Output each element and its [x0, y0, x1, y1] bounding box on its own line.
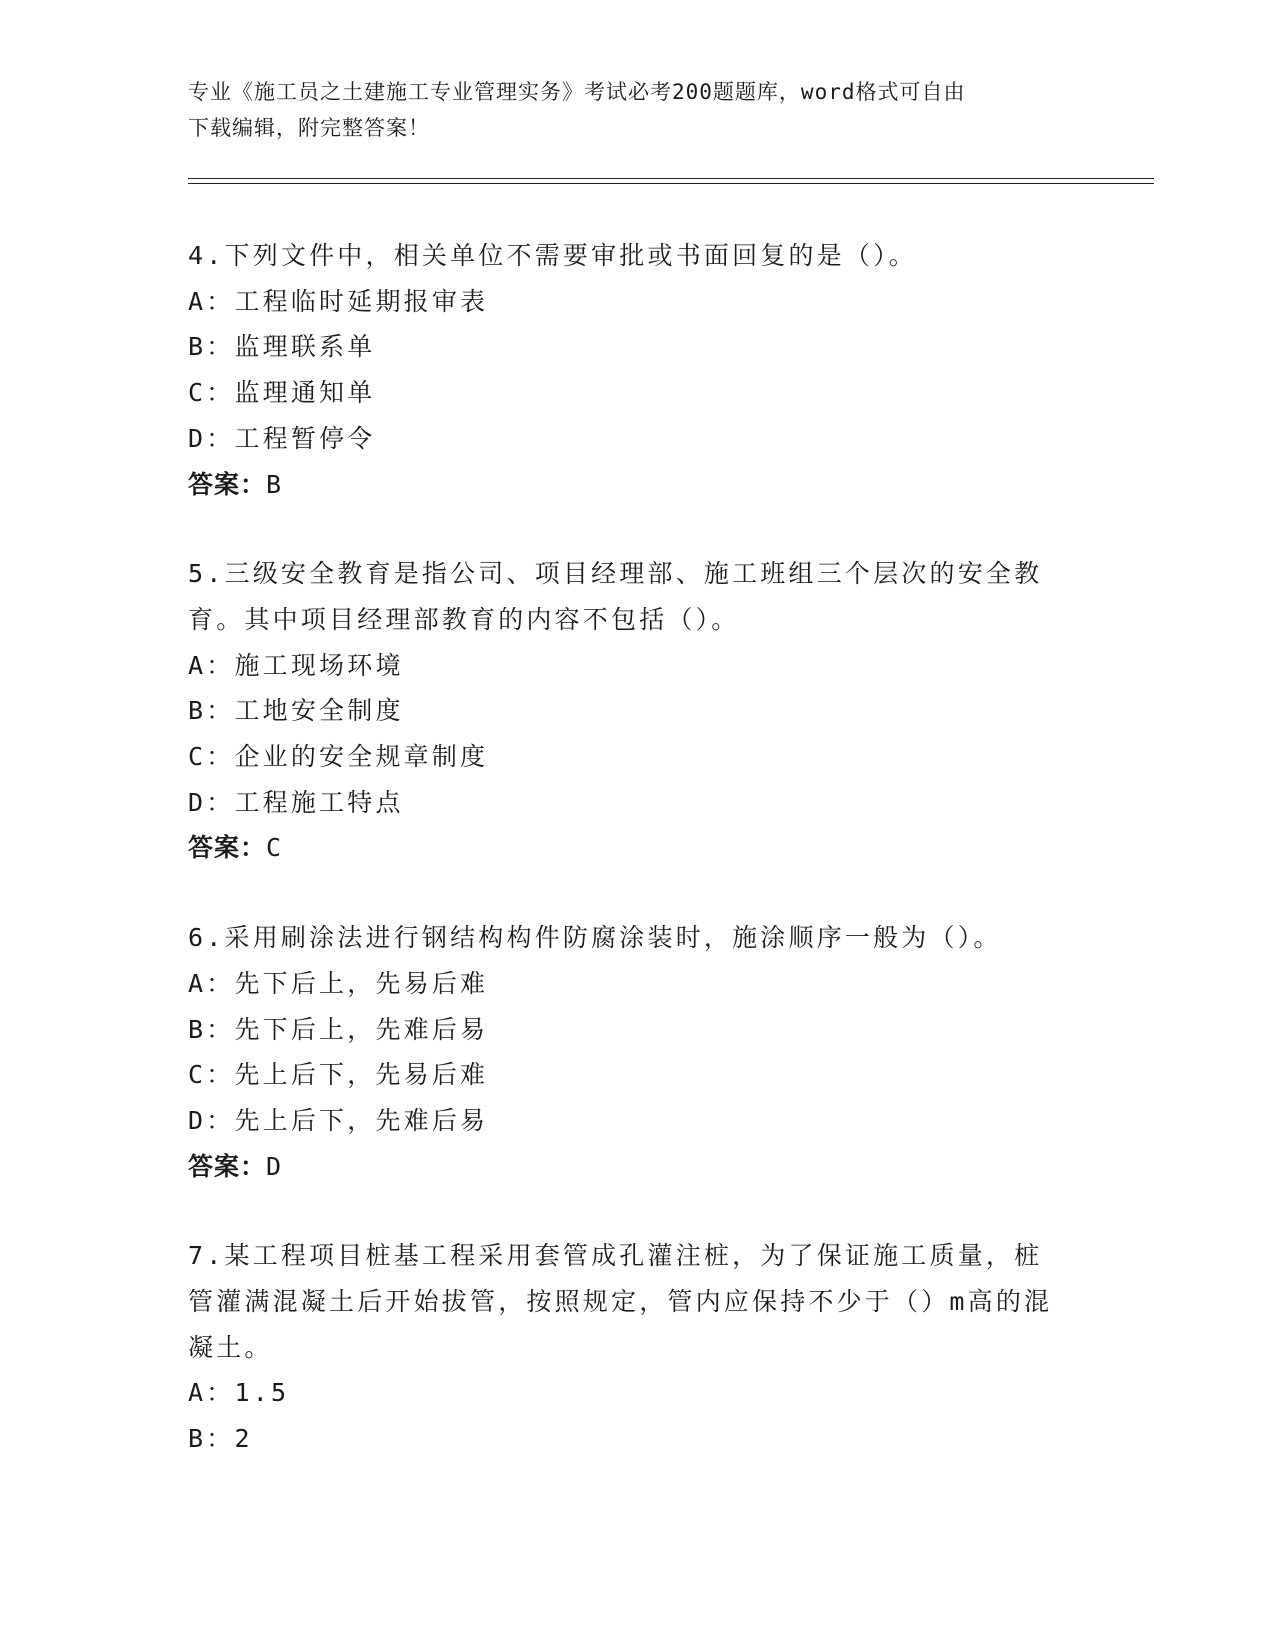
- question-stem-line: 育。其中项目经理部教育的内容不包括（）。: [188, 604, 740, 634]
- question-stem-line: 凝土。: [188, 1332, 273, 1362]
- question-stem-line: 管灌满混凝土后开始拔管，按照规定，管内应保持不少于（）m高的混: [188, 1287, 1053, 1317]
- answer-label: 答案：: [188, 1151, 267, 1181]
- option-d: D：先上后下，先难后易: [188, 1105, 489, 1135]
- option-b: B：2: [188, 1424, 253, 1454]
- option-a: A：工程临时延期报审表: [188, 286, 489, 316]
- option-c: C：企业的安全规章制度: [188, 742, 489, 772]
- option-d: D：工程施工特点: [188, 787, 404, 817]
- question-stem-line: 5.三级安全教育是指公司、项目经理部、施工班组三个层次的安全教: [188, 559, 1043, 589]
- option-c: C：先上后下，先易后难: [188, 1060, 489, 1090]
- option-b: B：工地安全制度: [188, 696, 404, 726]
- option-a: A：1.5: [188, 1378, 290, 1408]
- document-header: [188, 74, 1068, 146]
- header-line-2: 下载编辑，附完整答案！: [188, 116, 430, 140]
- option-c: C：监理通知单: [188, 378, 376, 408]
- option-a: A：施工现场环境: [188, 650, 404, 680]
- header-divider-top: [188, 178, 1154, 179]
- question-stem-line: 4.下列文件中，相关单位不需要审批或书面回复的是（）。: [188, 241, 918, 270]
- answer: [188, 1144, 1088, 1190]
- answer-value: D: [266, 1151, 282, 1181]
- answer-value: C: [266, 833, 282, 863]
- question-5: [188, 551, 1088, 871]
- question-stem-line: 6.采用刷涂法进行钢结构构件防腐涂装时，施涂顺序一般为（）。: [188, 923, 1002, 953]
- answer-label: 答案：: [188, 469, 267, 499]
- option-d: D：工程暂停令: [188, 423, 376, 453]
- question-stem-line: 7.某工程项目桩基工程采用套管成孔灌注桩，为了保证施工质量，桩: [188, 1241, 1043, 1271]
- question-4: [188, 233, 1088, 507]
- answer-value: B: [266, 469, 282, 499]
- option-b: B：监理联系单: [188, 332, 376, 362]
- option-a: A：先下后上，先易后难: [188, 968, 489, 998]
- header-divider-bottom: [188, 183, 1154, 184]
- header-line-1: 专业《施工员之土建施工专业管理实务》考试必考200题题库，word格式可自由: [188, 80, 966, 104]
- option-b: B：先下后上，先难后易: [188, 1014, 489, 1044]
- question-list: [188, 233, 1088, 1506]
- question-6: [188, 915, 1088, 1189]
- answer: [188, 462, 1088, 508]
- answer-label: 答案：: [188, 833, 267, 863]
- question-7: [188, 1233, 1088, 1462]
- answer: [188, 825, 1088, 871]
